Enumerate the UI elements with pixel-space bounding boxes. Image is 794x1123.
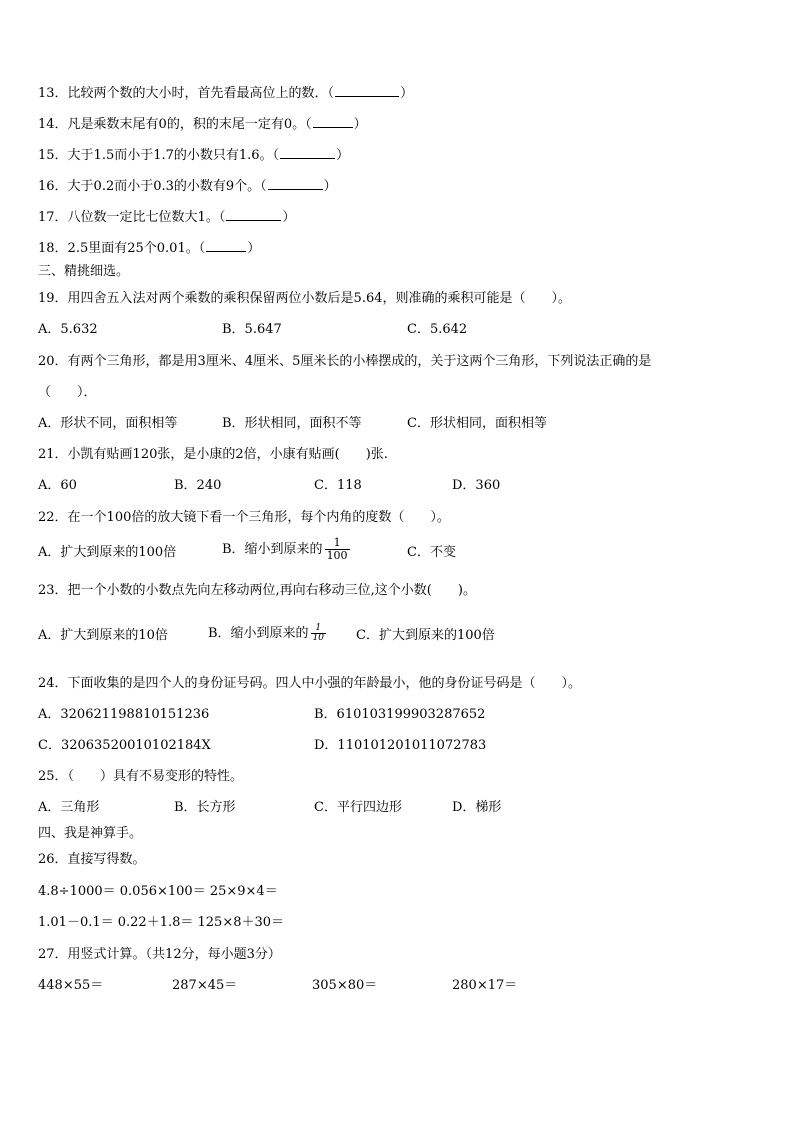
option-d[interactable]: D．360 [452,478,501,493]
question-text: 凡是乘数末尾有0的，积的末尾一定有0。（ [67,117,312,132]
option-d[interactable]: D．梯形 [452,800,502,815]
fraction-numerator: 1 [325,537,350,550]
question-26: 26．直接写得数。 [38,852,146,867]
option-b-text: B．缩小到原来的 [208,626,309,641]
calc-item: 287×45＝ [172,978,238,993]
fraction-denominator: 100 [326,549,348,562]
option-c[interactable]: C．5.642 [407,322,468,337]
question-13 [38,84,413,102]
calc-item: 305×80＝ [312,978,378,993]
option-c[interactable]: C．形状相同，面积相等 [407,416,547,431]
option-b[interactable]: B．240 [174,478,222,493]
option-c[interactable]: C．平行四边形 [314,800,402,815]
fraction [311,624,326,643]
option-b[interactable]: B．610103199903287652 [314,707,486,722]
question-18 [38,239,260,257]
option-a[interactable]: A．形状不同，面积相等 [38,416,178,431]
calc-row-2: 1.01－0.1＝ 0.22＋1.8＝ 125×8＋30＝ [38,915,285,930]
option-b[interactable] [208,624,328,643]
question-16 [38,177,337,195]
question-20: 20．有两个三角形，都是用3厘米、4厘米、5厘米长的小棒摆成的，关于这两个三角形，下列说法正确的是 [38,354,652,369]
fraction-denominator: 10 [312,633,325,643]
paren-close: ） [400,86,414,101]
question-text: 八位数一定比七位数大1。（ [67,210,226,225]
option-d[interactable]: D．110101201011072783 [314,738,487,753]
paren-close: ） [323,179,337,194]
calc-item: 280×17＝ [452,978,518,993]
question-25: 25．（ ）具有不易变形的特性。 [38,769,244,784]
option-c[interactable]: C．32063520010102184X [38,738,211,753]
question-number: 17． [38,210,68,225]
question-number: 13． [38,86,68,101]
question-number: 15． [38,148,68,163]
answer-blank[interactable] [268,177,323,190]
answer-blank[interactable] [206,239,246,252]
option-a[interactable]: A．扩大到原来的100倍 [38,545,177,560]
section-title: 三、精挑细选。 [38,264,130,279]
option-a[interactable]: A．60 [38,478,77,493]
fraction-numerator: 1 [311,624,326,634]
answer-blank[interactable] [280,146,335,159]
question-number: 16． [38,179,68,194]
answer-blank[interactable] [313,115,353,128]
option-b[interactable]: B．长方形 [174,800,236,815]
option-b-text: B．缩小到原来的 [222,542,323,557]
question-number: 18． [38,241,68,256]
section-title: 四、我是神算手。 [38,826,143,841]
option-a[interactable]: A．三角形 [38,800,100,815]
question-15 [38,146,349,164]
question-19: 19．用四舍五入法对两个乘数的乘积保留两位小数后是5.64，则准确的乘积可能是（ ）。 [38,291,571,306]
option-c[interactable]: C．118 [314,478,362,493]
option-b[interactable]: B．形状相同，面积不等 [222,416,362,431]
option-c[interactable]: C．不变 [407,545,456,560]
question-number: 14． [38,117,68,132]
answer-blank[interactable] [335,84,399,97]
question-text: 大于0.2而小于0.3的小数有9个。（ [67,179,267,194]
question-21: 21．小凯有贴画120张，是小康的2倍，小康有贴画( )张. [38,447,388,462]
answer-blank[interactable] [226,208,281,221]
question-24: 24．下面收集的是四个人的身份证号码。四人中小强的年龄最小，他的身份证号码是（ ）。 [38,676,582,691]
question-22: 22．在一个100倍的放大镜下看一个三角形，每个内角的度数（ ）。 [38,510,450,525]
option-c[interactable]: C．扩大到原来的100倍 [356,628,495,643]
option-a[interactable]: A．扩大到原来的10倍 [38,628,168,643]
fraction [325,537,350,562]
calc-row-1: 4.8÷1000＝ 0.056×100＝ 25×9×4＝ [38,884,278,899]
paren-close: ） [353,117,367,132]
calc-item: 448×55＝ [38,978,104,993]
question-text: 2.5里面有25个0.01。（ [67,241,206,256]
question-20-cont: （ ）． [38,385,97,400]
option-a[interactable]: A．5.632 [38,322,98,337]
option-a[interactable]: A．320621198810151236 [38,707,210,722]
question-17 [38,208,295,226]
paren-close: ） [336,148,350,163]
question-27: 27．用竖式计算。（共12分，每小题3分） [38,947,281,962]
question-text: 比较两个数的大小时，首先看最高位上的数．（ [67,86,335,101]
question-text: 大于1.5而小于1.7的小数只有1.6。（ [67,148,280,163]
option-b[interactable] [222,537,352,562]
paren-close: ） [282,210,296,225]
question-14 [38,115,367,133]
option-b[interactable]: B．5.647 [222,322,282,337]
paren-close: ） [247,241,261,256]
question-23: 23．把一个小数的小数点先向左移动两位,再向右移动三位,这个小数( )。 [38,583,476,598]
